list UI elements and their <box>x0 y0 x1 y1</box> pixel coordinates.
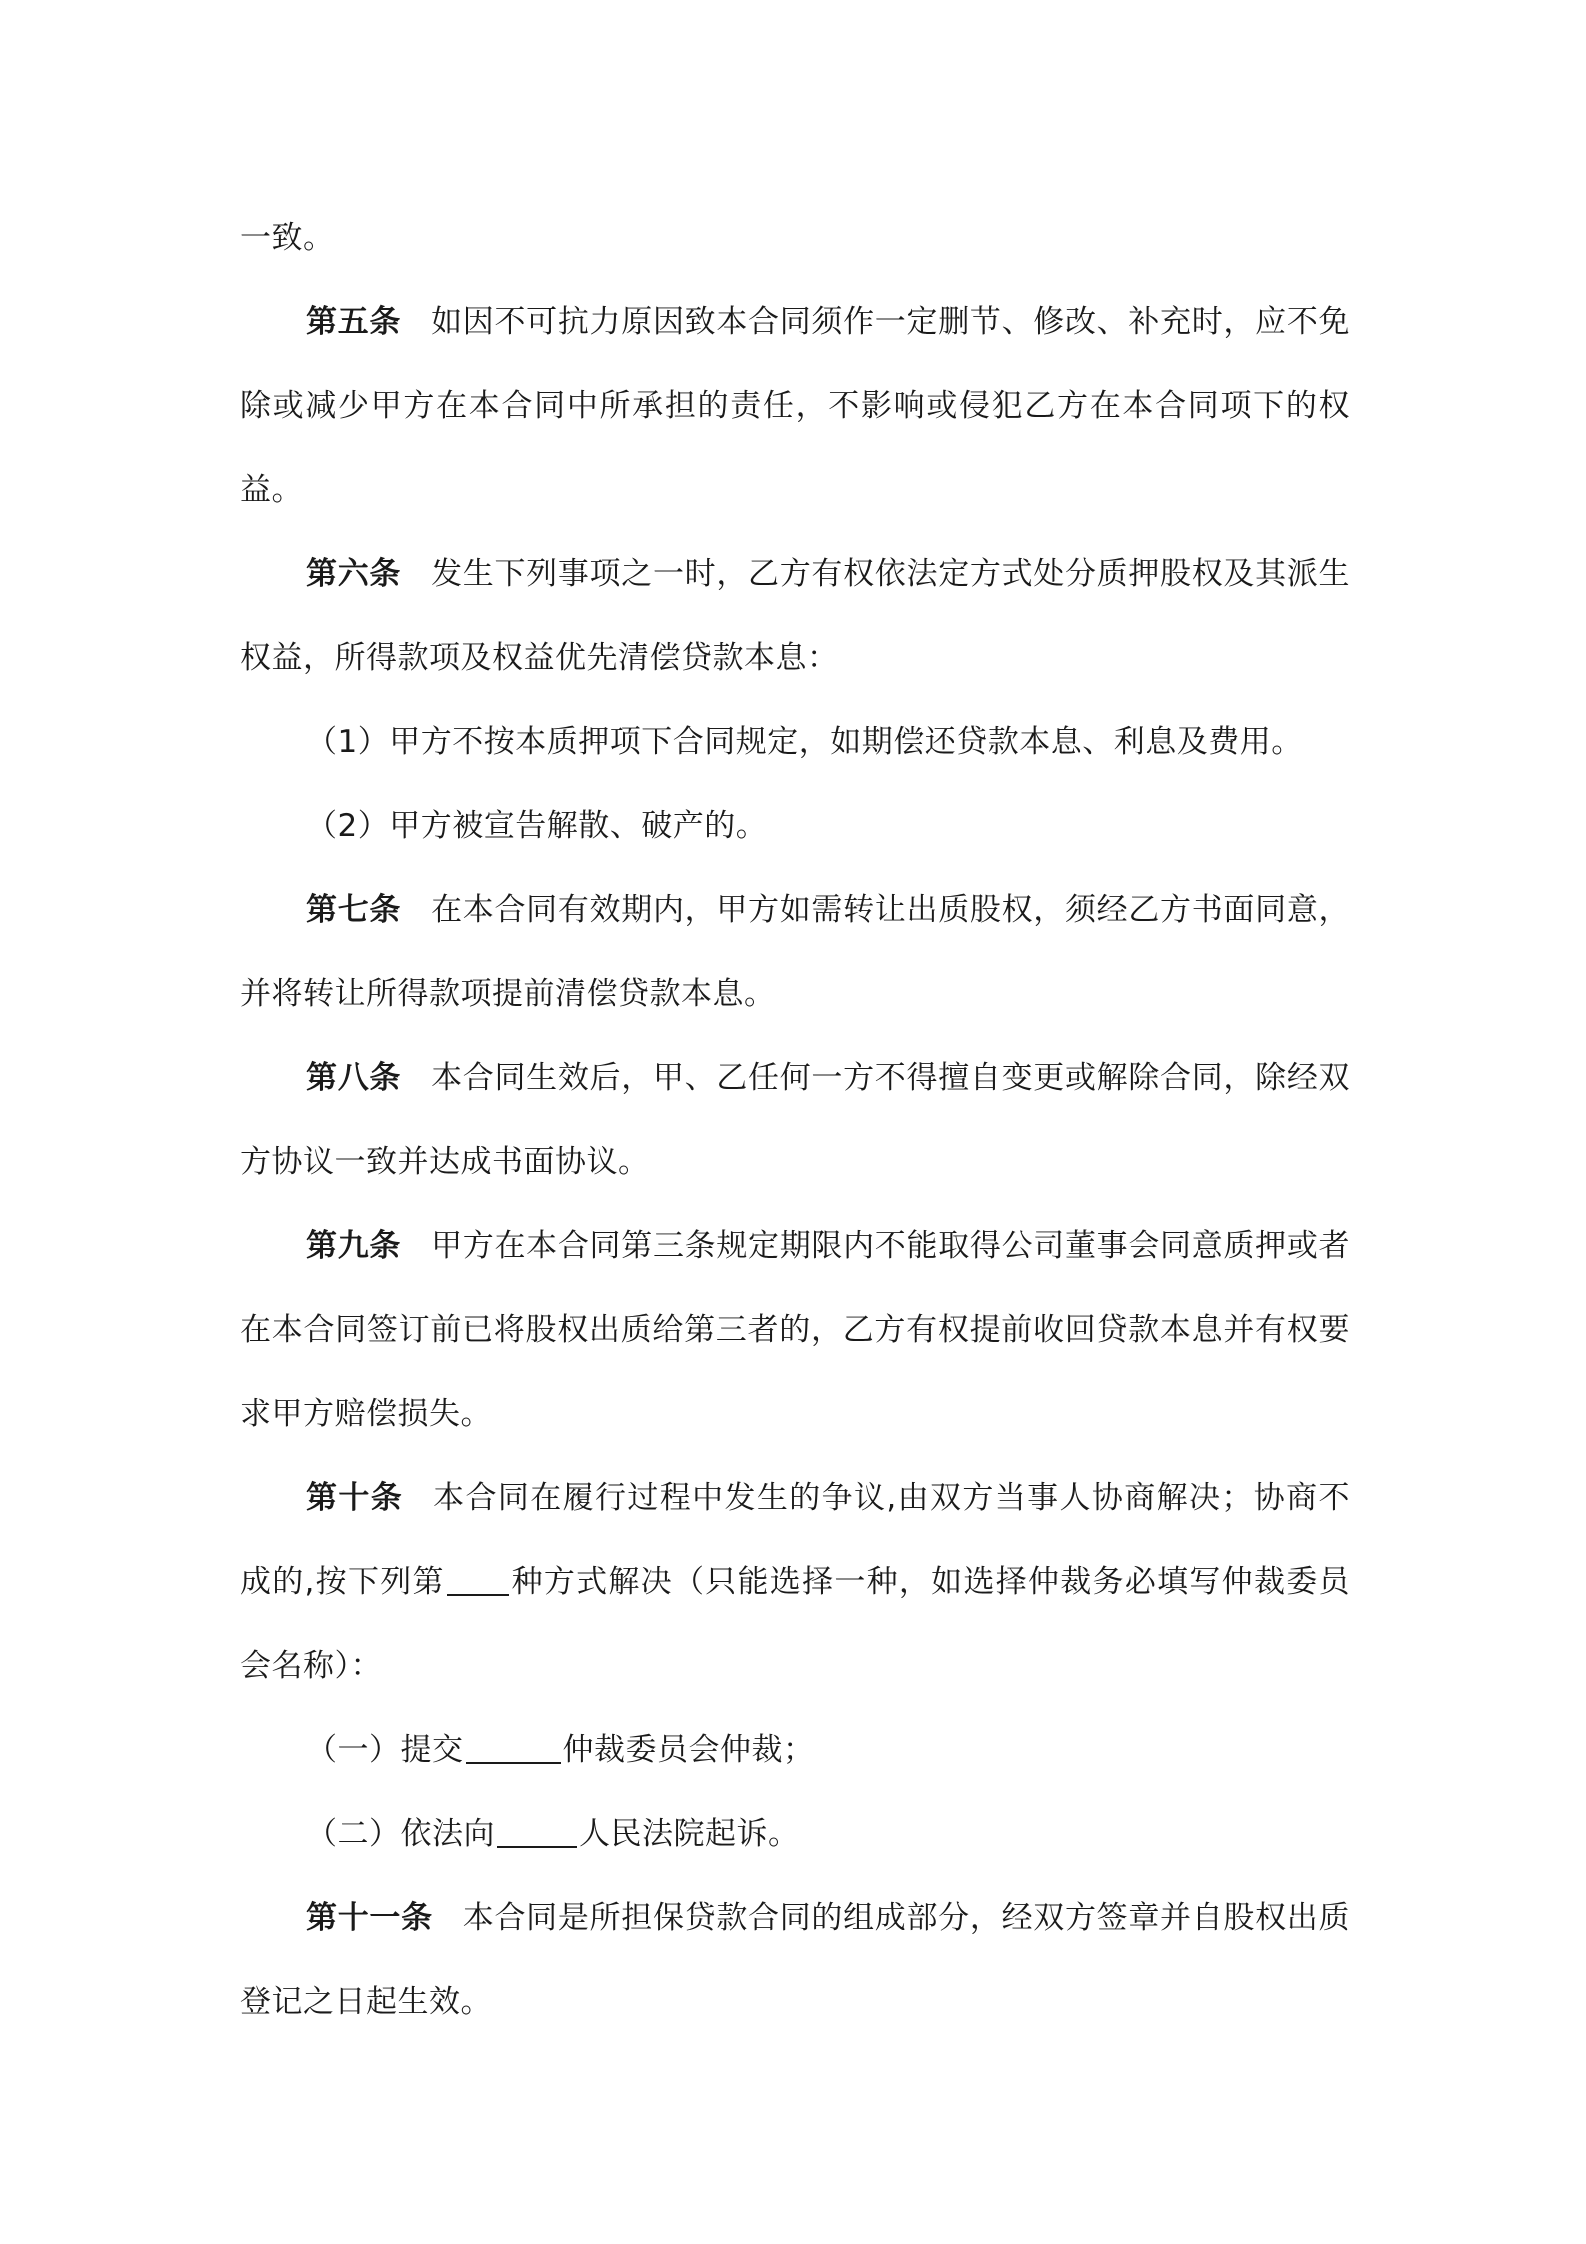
clause-number: 第八条 <box>306 1060 402 1096</box>
clause-6-item-2: （2）甲方被宣告解散、破产的。 <box>306 808 768 844</box>
clause-9 <box>240 1204 1350 1456</box>
clause-8 <box>240 1036 1350 1204</box>
lead-paragraph: 一致。 <box>240 220 335 256</box>
clause-number: 第七条 <box>306 892 402 928</box>
clause-text: 发生下列事项之一时，乙方有权依法定方式处分质押股权及其派生权益，所得款项及权益优先清偿贷款本息： <box>240 556 1351 676</box>
clause-11 <box>240 1876 1350 2044</box>
option-text-b: 仲裁委员会仲裁； <box>562 1732 815 1768</box>
document-body <box>240 196 1350 2044</box>
clause-10 <box>240 1456 1350 1708</box>
clause-text: 甲方在本合同第三条规定期限内不能取得公司董事会同意质押或者在本合同签订前已将股权出质给第三者的，乙方有权提前收回贷款本息并有权要求甲方赔偿损失。 <box>240 1228 1351 1432</box>
clause-5 <box>240 280 1350 532</box>
clause-text: 本合同是所担保贷款合同的组成部分，经双方签章并自股权出质登记之日起生效。 <box>240 1900 1351 2020</box>
clause-text: 如因不可抗力原因致本合同须作一定删节、修改、补充时，应不免除或减少甲方在本合同中所承担的责任，不影响或侵犯乙方在本合同项下的权益。 <box>240 304 1351 508</box>
clause-number: 第十条 <box>306 1480 404 1516</box>
clause-text: 在本合同有效期内，甲方如需转让出质股权，须经乙方书面同意，并将转让所得款项提前清偿贷款本息。 <box>240 892 1351 1012</box>
clause-6 <box>240 532 1350 700</box>
clause-10-option-2 <box>240 1792 1350 1876</box>
court-name-blank <box>497 1816 577 1848</box>
clause-text: 本合同生效后，甲、乙任何一方不得擅自变更或解除合同，除经双方协议一致并达成书面协议。 <box>240 1060 1351 1180</box>
option-text-a: （一）提交 <box>306 1732 464 1768</box>
clause-text-part-b: 种方式解决（只能选择一种，如选择仲裁务必填写仲裁委员会名称）： <box>240 1564 1350 1684</box>
method-choice-blank <box>447 1564 509 1596</box>
clause-number: 第五条 <box>306 304 402 340</box>
clause-number: 第六条 <box>306 556 402 592</box>
clause-text-part-a: 本合同在履行过程中发生的争议,由双方当事人协商解决；协商不成的,按下列第 <box>240 1480 1351 1600</box>
clause-number: 第十一条 <box>306 1900 433 1936</box>
arbitration-committee-blank <box>466 1732 561 1764</box>
clause-7 <box>240 868 1350 1036</box>
option-text-b: 人民法院起诉。 <box>579 1816 800 1852</box>
clause-6-item-1: （1）甲方不按本质押项下合同规定，如期偿还贷款本息、利息及费用。 <box>306 724 1303 760</box>
clause-number: 第九条 <box>306 1228 402 1264</box>
clause-10-option-1 <box>240 1708 1350 1792</box>
option-text-a: （二）依法向 <box>306 1816 495 1852</box>
